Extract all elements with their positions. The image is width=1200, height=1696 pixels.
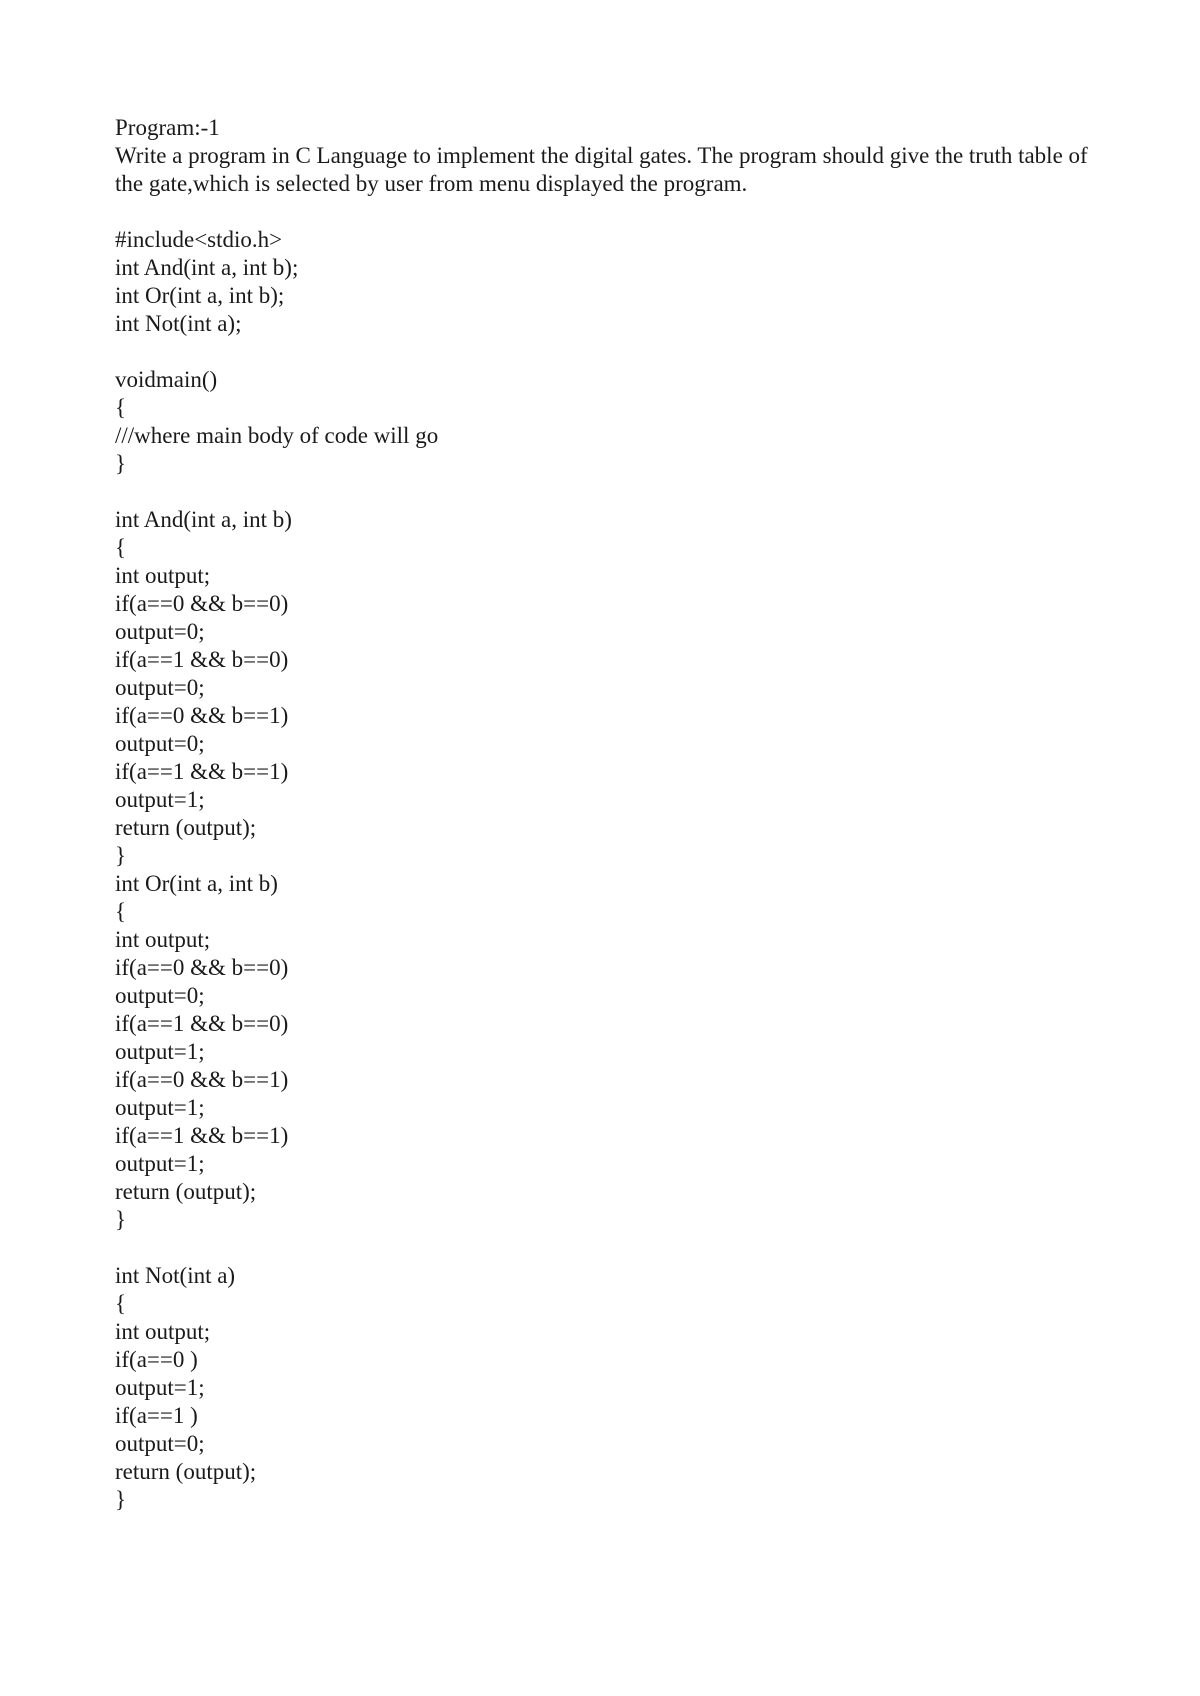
code-line: if(a==1 && b==0) (115, 1011, 289, 1036)
code-line (115, 478, 1095, 506)
code-line: if(a==0 && b==1) (115, 1067, 289, 1092)
code-line: return (output); (115, 1179, 257, 1204)
code-line: #include<stdio.h> (115, 227, 283, 252)
code-line: { (115, 899, 127, 924)
code-line: } (115, 1487, 127, 1512)
code-line: if(a==0 && b==1) (115, 703, 289, 728)
code-line: output=1; (115, 1151, 205, 1176)
code-line: } (115, 1207, 127, 1232)
code-line: output=1; (115, 1039, 205, 1064)
code-line: output=0; (115, 731, 205, 756)
code-line: voidmain() (115, 367, 218, 392)
code-line: int Or(int a, int b); (115, 283, 285, 308)
code-line: output=0; (115, 619, 205, 644)
code-line: return (output); (115, 815, 257, 840)
code-listing (115, 226, 1095, 1514)
code-line: } (115, 843, 127, 868)
code-line: output=1; (115, 787, 205, 812)
code-line: if(a==1 ) (115, 1403, 198, 1428)
code-line: { (115, 535, 127, 560)
code-line: int And(int a, int b); (115, 255, 299, 280)
code-line: ///where main body of code will go (115, 423, 439, 448)
code-line: if(a==0 && b==0) (115, 591, 289, 616)
code-line: if(a==1 && b==1) (115, 1123, 289, 1148)
program-heading: Program:-1 (115, 115, 220, 140)
problem-statement: Write a program in C Language to implement the digital gates. The program should give the truth table of the gate,which is selected by user from menu displayed the program. (115, 143, 1088, 196)
spacer (115, 198, 1095, 226)
code-line: int output; (115, 1319, 211, 1344)
code-line (115, 338, 1095, 366)
code-line: output=0; (115, 983, 205, 1008)
code-line (115, 1234, 1095, 1262)
code-line: if(a==0 ) (115, 1347, 198, 1372)
code-line: output=0; (115, 1431, 205, 1456)
code-line: { (115, 1291, 127, 1316)
code-line: int And(int a, int b) (115, 507, 292, 532)
code-line: output=1; (115, 1095, 205, 1120)
code-line: int output; (115, 927, 211, 952)
code-line: output=0; (115, 675, 205, 700)
code-line: int Not(int a); (115, 311, 242, 336)
code-line: int Or(int a, int b) (115, 871, 278, 896)
code-line: if(a==0 && b==0) (115, 955, 289, 980)
code-line: if(a==1 && b==0) (115, 647, 289, 672)
code-line: return (output); (115, 1459, 257, 1484)
code-line: } (115, 451, 127, 476)
code-line: { (115, 395, 127, 420)
code-line: if(a==1 && b==1) (115, 759, 289, 784)
code-line: int Not(int a) (115, 1263, 236, 1288)
code-line: int output; (115, 563, 211, 588)
document-body (115, 114, 1095, 1514)
code-line: output=1; (115, 1375, 205, 1400)
